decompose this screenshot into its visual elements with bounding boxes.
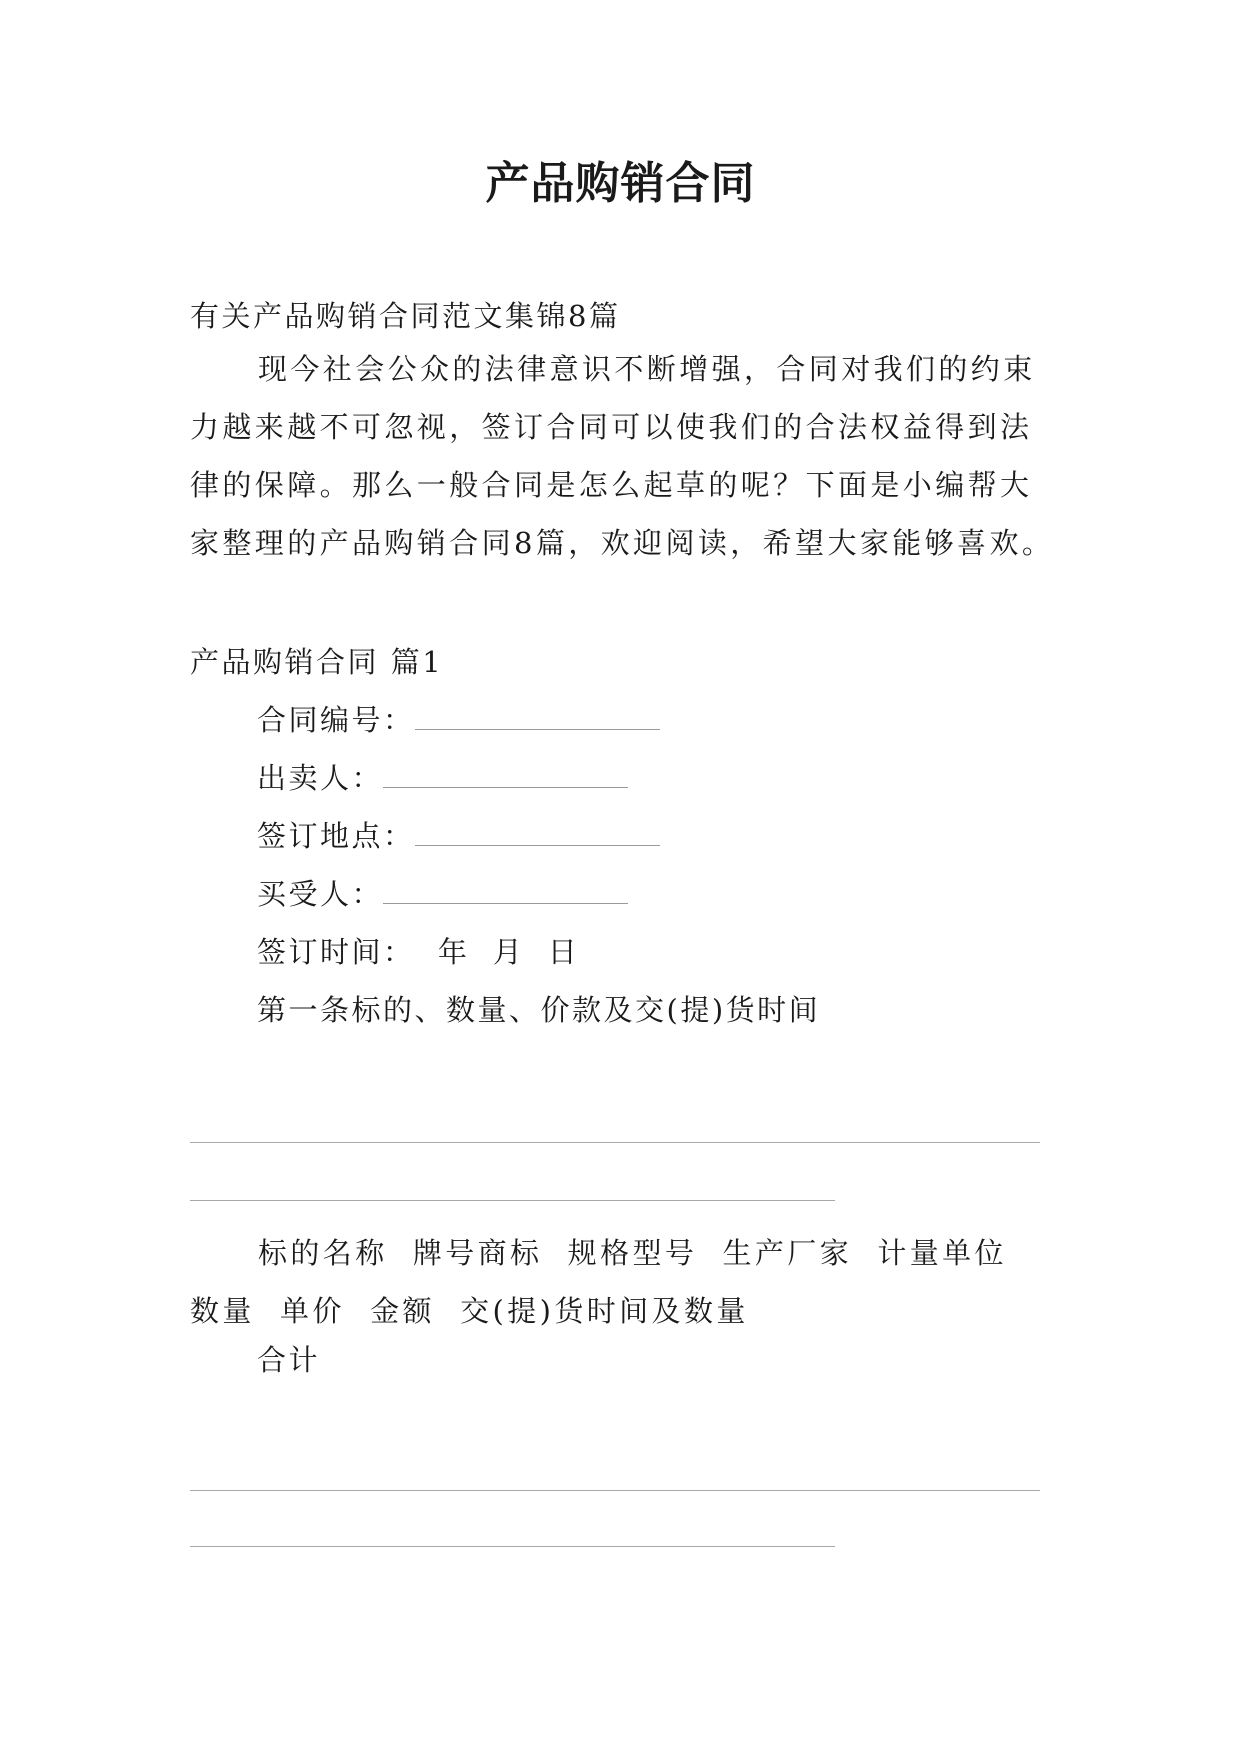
seller-row (257, 758, 628, 798)
document-subtitle: 有关产品购销合同范文集锦8篇 (190, 299, 621, 333)
intro-paragraph: 现今社会公众的法律意识不断增强，合同对我们的约束力越来越不可忽视，签订合同可以使我们的合法权益得到法律的保障。那么一般合同是怎么起草的呢？下面是小编帮大家整理的产品购销合同8篇，欢迎阅读，希望大家能够喜欢。 (190, 352, 1055, 560)
document-title: 产品购销合同 (485, 158, 756, 209)
article-1-heading: 第一条标的、数量、价款及交(提)货时间 (257, 993, 821, 1027)
buyer-blank (383, 881, 628, 904)
contract-number-blank (415, 707, 660, 730)
sign-place-blank (415, 823, 660, 846)
sign-time-row: 签订时间： 年 月 日 (257, 935, 580, 969)
buyer-label: 买受人： (257, 877, 384, 911)
fill-in-line (190, 1490, 1040, 1491)
table-headers-text: 标的名称 牌号商标 规格型号 生产厂家 计量单位 数量 单价 金额 交(提)货时间及数量 (190, 1236, 1033, 1328)
seller-label: 出卖人： (257, 761, 384, 795)
total-label: 合计 (257, 1343, 321, 1377)
fill-in-line (190, 1200, 835, 1201)
contract-number-label: 合同编号： (257, 703, 415, 737)
sign-place-label: 签订地点： (257, 819, 415, 853)
seller-blank (383, 765, 628, 788)
fill-in-line (190, 1546, 835, 1547)
fill-in-line (190, 1142, 1040, 1143)
buyer-row (257, 874, 628, 914)
sign-place-row (257, 816, 660, 856)
section-heading: 产品购销合同 篇1 (190, 645, 444, 679)
contract-number-row (257, 700, 660, 740)
